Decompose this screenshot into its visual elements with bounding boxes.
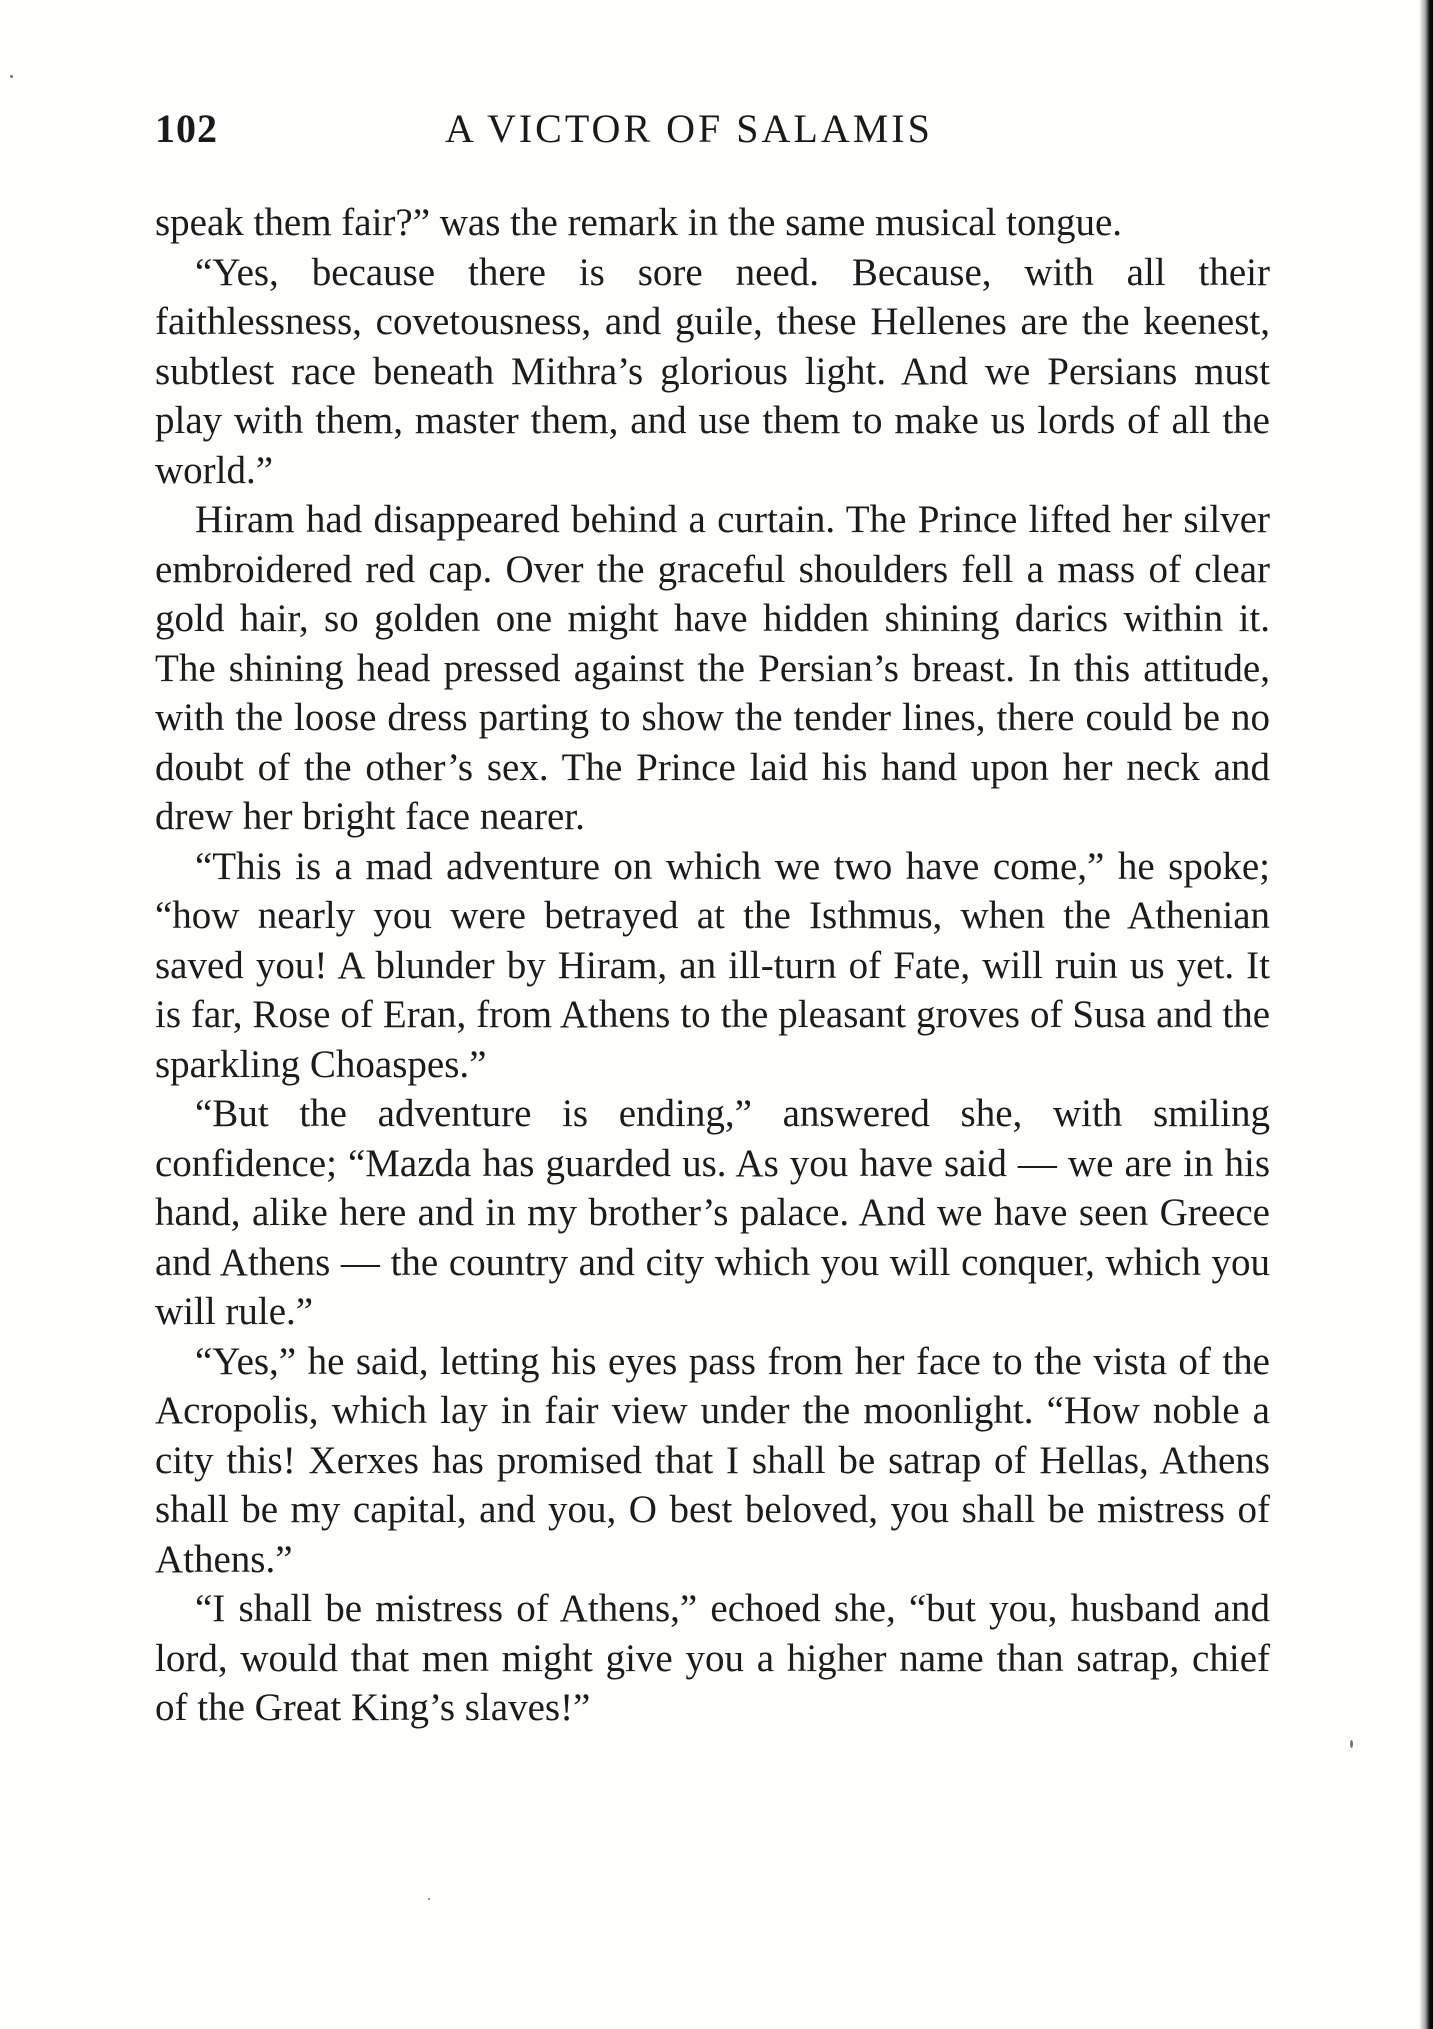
paragraph: “But the adventure is ending,” answered she, with smiling confidence; “Mazda has guarded us. As you have said — we are in his hand, alike here and in my brother’s palace. And we have seen Greece and Athens — the country and city which you will conquer, which you will rule.”: [155, 1092, 1270, 1333]
page-number: 102: [155, 106, 218, 151]
running-title: A VICTOR OF SALAMIS: [445, 106, 933, 151]
paragraph: “Yes, because there is sore need. Because, with all their faithlessness, covetousness, and guile, these Hellenes are the keenest, subtlest race beneath Mithra’s glorious light. And we Persians must play with them, master them, and use them to make us lords of all the world.”: [155, 250, 1270, 492]
page-edge-shadow: [1419, 0, 1433, 2029]
body-text: [155, 198, 1270, 1733]
paper-speck: [428, 1898, 430, 1900]
paper-speck: [1350, 1740, 1353, 1748]
paragraph: “I shall be mistress of Athens,” echoed she, “but you, husband and lord, would that men might give you a higher name than satrap, chief of the Great King’s slaves!”: [155, 1587, 1270, 1729]
running-head: [155, 105, 1270, 165]
paragraph: “Yes,” he said, letting his eyes pass from her face to the vista of the Acropolis, which lay in fair view under the moonlight. “How noble a city this! Xerxes has promised that I shall be satrap of Hellas, Athens shall be my capital, and you, O best beloved, you shall be mistress of Athens.”: [155, 1339, 1270, 1581]
paragraph: “This is a mad adventure on which we two have come,” he spoke; “how nearly you were betrayed at the Isthmus, when the Athenian saved you! A blunder by Hiram, an ill-turn of Fate, will ruin us yet. It is far, Rose of Eran, from Athens to the pleasant groves of Susa and the sparkling Choaspes.”: [155, 844, 1270, 1086]
paragraph-continuation: speak them fair?” was the remark in the same musical tongue.: [155, 201, 1123, 244]
paper-speck: [10, 75, 13, 78]
paragraph: Hiram had disappeared behind a curtain. The Prince lifted her silver embroidered red cap. Over the graceful shoulders fell a mass of clear gold hair, so golden one might have hidden shining darics within it. The shining head pressed against the Persian’s breast. In this attitude, with the loose dress parting to show the tender lines, there could be no doubt of the other’s sex. The Prince laid his hand upon her neck and drew her bright face nearer.: [155, 498, 1270, 838]
